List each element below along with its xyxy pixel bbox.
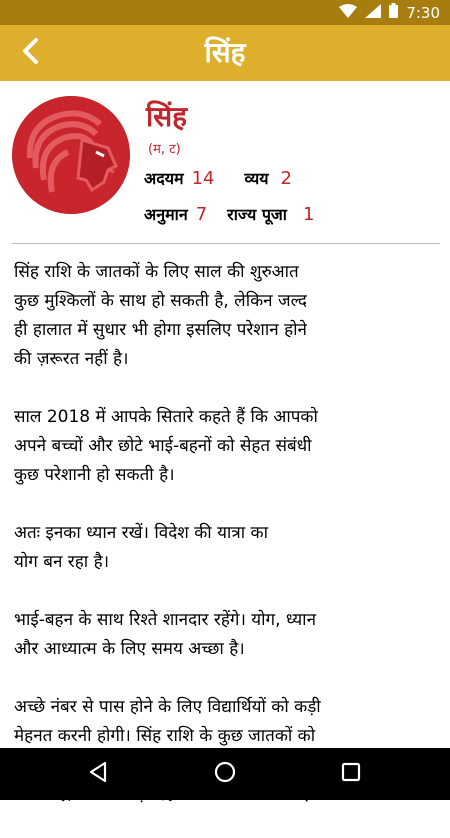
sign-header	[0, 81, 450, 244]
recents-square-icon	[341, 762, 361, 786]
sign-name: सिंह	[146, 100, 188, 133]
app-bar	[0, 25, 450, 81]
status-icons	[339, 3, 440, 22]
stat-value-anuman: 7	[195, 204, 208, 225]
leo-lion-icon	[12, 96, 130, 214]
page-title: सिंह	[204, 36, 246, 69]
stat-value-vyay: 2	[280, 168, 292, 189]
battery-icon	[389, 3, 398, 22]
signal-icon	[365, 4, 381, 22]
nav-back-button[interactable]	[82, 758, 114, 790]
paragraph: सिंह राशि के जातकों के लिए साल की शुरुआत कुछ मुश्किलों के साथ हो सकती है, लेकिन जल्द ही हालात में सुधार भी होगा इसलिए परेशान होने की ज़रूरत नहीं है।	[14, 262, 307, 369]
nav-home-button[interactable]	[209, 758, 241, 790]
stat-label-rajya-puja: राज्य पूजा	[227, 205, 287, 224]
back-triangle-icon	[88, 761, 108, 787]
stat-value-rajya-puja: 1	[302, 204, 315, 225]
stat-label-vyay: व्यय	[244, 169, 269, 188]
stat-value-adayam: 14	[191, 168, 215, 189]
divider	[12, 243, 440, 244]
sign-letters: (म, ट)	[148, 142, 181, 157]
stats-row-1	[144, 167, 292, 189]
nav-recents-button[interactable]	[335, 758, 367, 790]
status-bar	[0, 0, 450, 25]
paragraph: अच्छे नंबर से पास होने के लिए विद्यार्थियों को कड़ी मेहनत करनी होगी। सिंह राशि के कुछ जातकों को	[14, 697, 321, 746]
paragraph: साल 2018 में आपके सितारे कहते हैं कि आपको अपने बच्चों और छोटे भाई-बहनों को सेहत संबंधी कुछ परेशानी हो सकती है।	[14, 407, 318, 485]
nav-bar	[0, 748, 450, 800]
paragraph: अतः इनका ध्यान रखें। विदेश की यात्रा का योग बन रहा है।	[14, 523, 268, 572]
stats-row-2	[144, 203, 314, 225]
wifi-icon	[339, 4, 357, 22]
home-circle-icon	[214, 761, 236, 787]
paragraph: भाई-बहन के साथ रिश्ते शानदार रहेंगे। योग, ध्यान और आध्यात्म के लिए समय अच्छा है।	[14, 610, 317, 659]
stat-label-adayam: अदयम	[144, 169, 184, 188]
stat-label-anuman: अनुमान	[144, 205, 188, 224]
status-time: 7:30	[406, 3, 440, 22]
